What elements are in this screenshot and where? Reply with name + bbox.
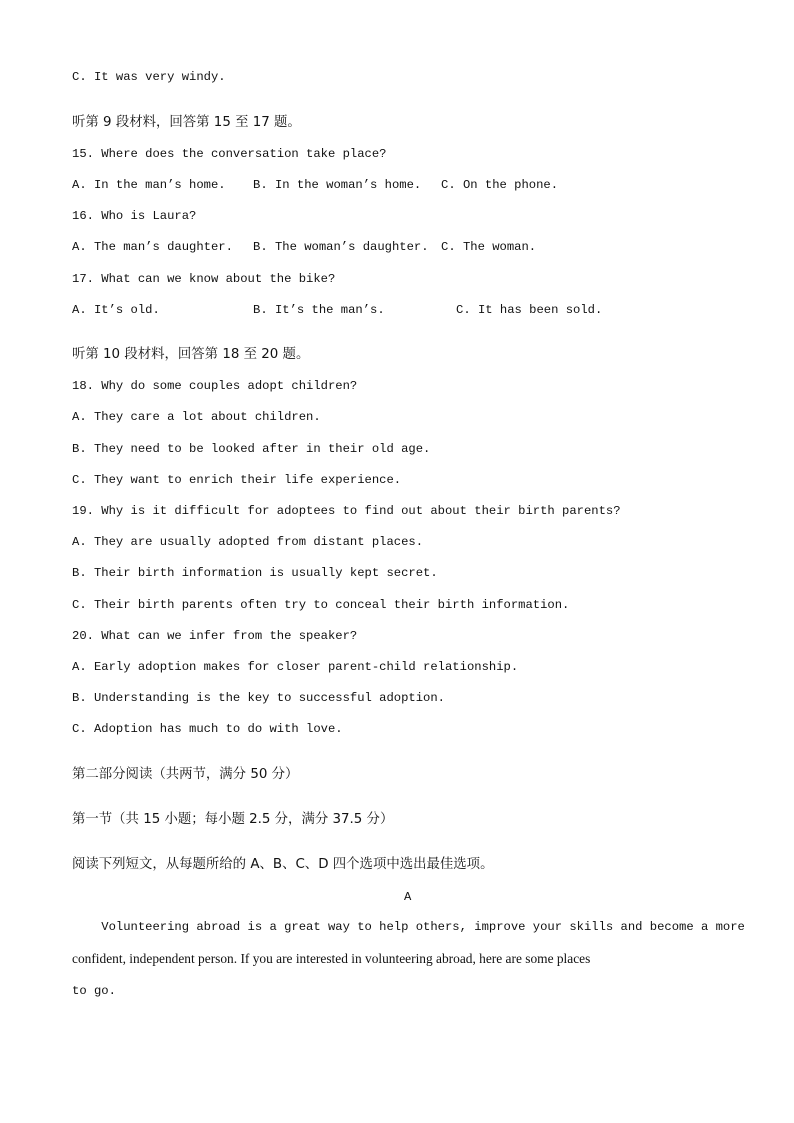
- q16-option-a: A. The man’s daughter.: [72, 240, 233, 254]
- question-15: 15. Where does the conversation take place?: [72, 147, 387, 161]
- section10-heading: 听第 10 段材料，回答第 18 至 20 题。: [72, 347, 310, 362]
- question-20: 20. What can we infer from the speaker?: [72, 629, 358, 643]
- section9-heading: 听第 9 段材料，回答第 15 至 17 题。: [72, 115, 301, 130]
- q15-option-c: C. On the phone.: [441, 178, 559, 192]
- q17-option-c: C. It has been sold.: [456, 303, 603, 317]
- q18-option-b: B. They need to be looked after in their old age.: [72, 442, 431, 456]
- q16-option-b: B. The woman’s daughter.: [253, 240, 429, 254]
- q19-option-a: A. They are usually adopted from distant places.: [72, 535, 424, 549]
- q17-option-b: B. It’s the man’s.: [253, 303, 385, 317]
- q15-option-b: B. In the woman’s home.: [253, 178, 422, 192]
- q19-option-b: B. Their birth information is usually kept secret.: [72, 566, 438, 580]
- q15-option-a: A. In the man’s home.: [72, 178, 226, 192]
- question-19: 19. Why is it difficult for adoptees to find out about their birth parents?: [72, 504, 621, 518]
- passage-line-1: Volunteering abroad is a great way to help others, improve your skills and become a more: [72, 920, 745, 934]
- part2-section1-heading: 第一节（共 15 小题；每小题 2.5 分，满分 37.5 分）: [72, 812, 394, 827]
- q20-option-c: C. Adoption has much to do with love.: [72, 722, 343, 736]
- passage-label: A: [404, 890, 412, 904]
- q18-option-a: A. They care a lot about children.: [72, 410, 321, 424]
- q18-option-c: C. They want to enrich their life experience.: [72, 473, 402, 487]
- part2-title: 第二部分阅读（共两节，满分 50 分）: [72, 767, 299, 782]
- question-18: 18. Why do some couples adopt children?: [72, 379, 358, 393]
- question-17: 17. What can we know about the bike?: [72, 272, 336, 286]
- q19-option-c: C. Their birth parents often try to conceal their birth information.: [72, 598, 570, 612]
- q17-option-a: A. It’s old.: [72, 303, 160, 317]
- passage-line-3: to go.: [72, 984, 116, 998]
- passage-line-2: confident, independent person. If you are interested in volunteering abroad, here are some places: [72, 951, 591, 966]
- question-16: 16. Who is Laura?: [72, 209, 197, 223]
- q16-option-c: C. The woman.: [441, 240, 537, 254]
- q14-option-c: C. It was very windy.: [72, 70, 226, 84]
- q20-option-a: A. Early adoption makes for closer parent-child relationship.: [72, 660, 519, 674]
- q20-option-b: B. Understanding is the key to successful adoption.: [72, 691, 445, 705]
- reading-instruction: 阅读下列短文，从每题所给的 A、B、C、D 四个选项中选出最佳选项。: [72, 857, 494, 872]
